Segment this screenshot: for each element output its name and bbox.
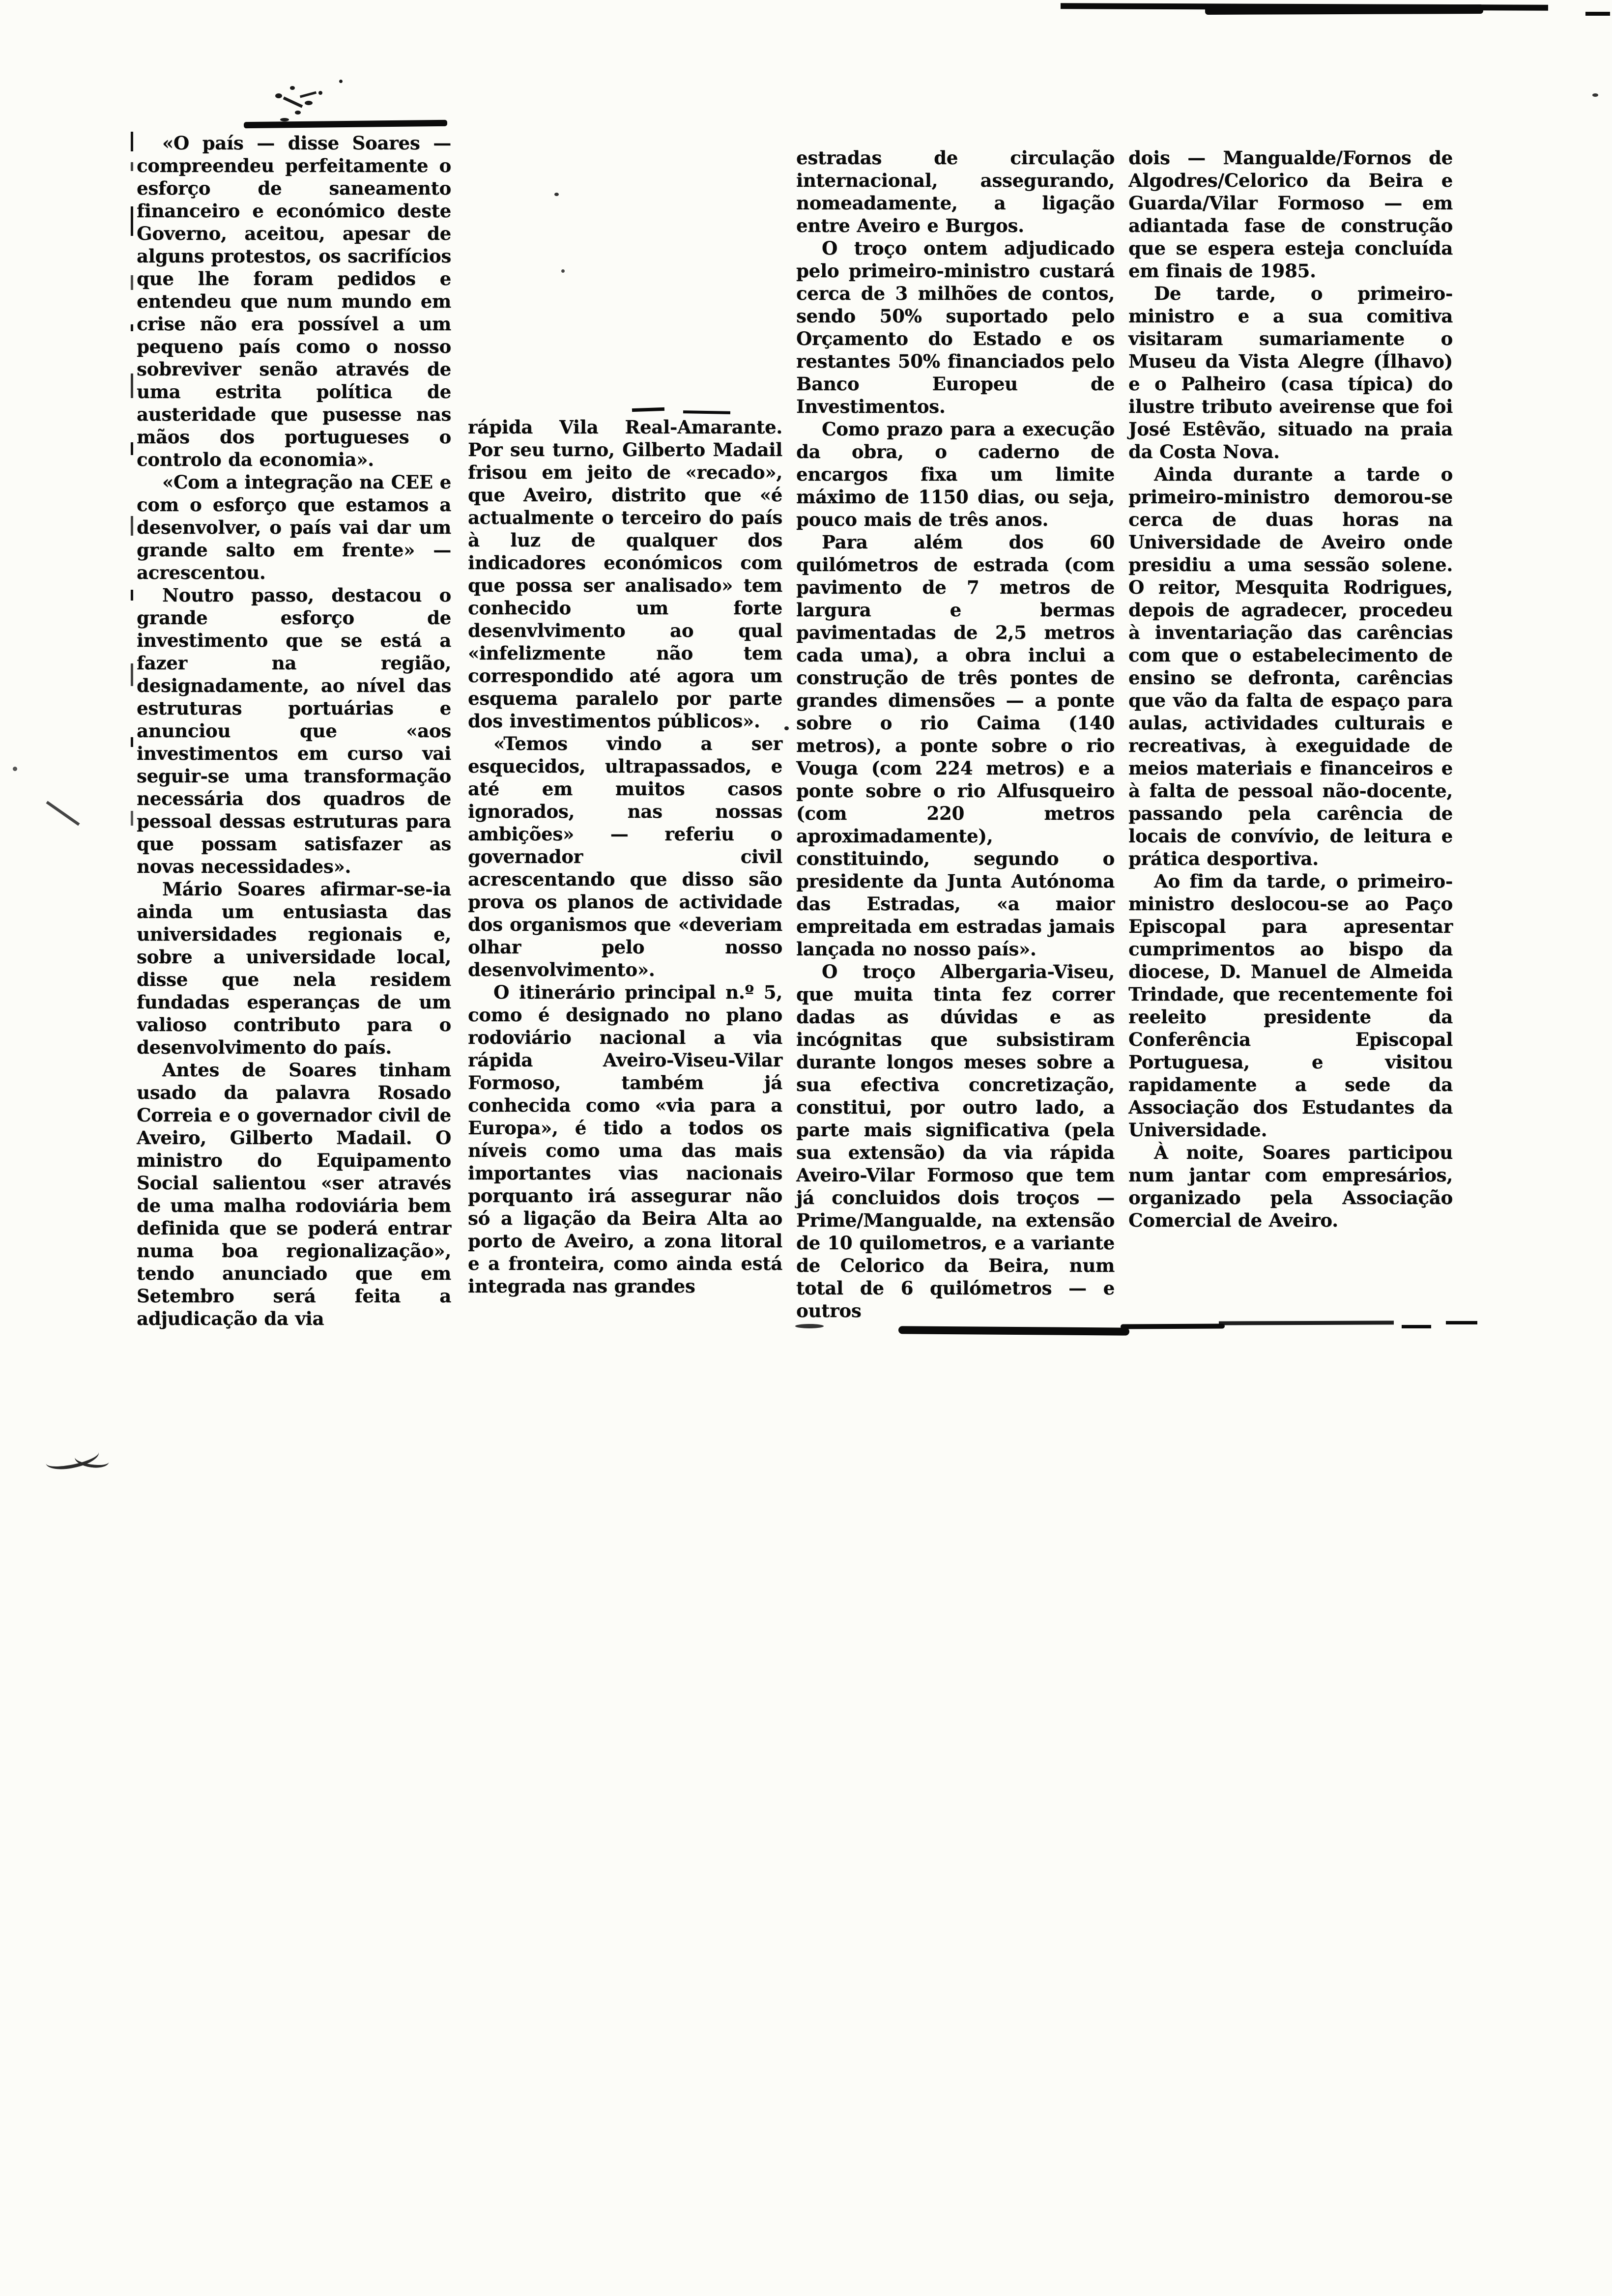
clipping-edge-tick	[131, 275, 133, 290]
article-paragraph: dois — Mangualde/Fornos de Algodres/Celorico da Beira e Guarda/Vilar Formoso — em adiantada fase de construção que se espera esteja concluída em finais de 1985.	[1128, 147, 1453, 282]
article-paragraph: Ao fim da tarde, o primeiro-ministro deslocou-se ao Paço Episcopal para apresentar cumprimentos ao bispo da diocese, D. Manuel de Almeida Trindade, que recentemente foi reeleito presidente da Conferência Episcopal Portuguesa, e visitou rapidamente a sede da Associação dos Estudantes da Universidade.	[1128, 870, 1453, 1141]
pencil-scribble	[280, 118, 289, 121]
pencil-scribble	[295, 111, 301, 115]
clipping-edge-tick	[131, 590, 133, 601]
clipping-edge-tick	[131, 206, 133, 236]
top-rule-fragment	[1585, 12, 1610, 16]
article-paragraph: Mário Soares afirmar-se-ia ainda um entusiasta das universidades regionais e, sobre a universidade local, disse que nela residem fundadas esperanças de um valioso contributo para o desenvolvimento do país.	[137, 878, 451, 1058]
article-paragraph: estradas de circulação internacional, assegurando, nomeadamente, a ligação entre Aveiro e Burgos.	[796, 147, 1115, 236]
pencil-scribble	[339, 80, 343, 83]
bottom-rule-tail	[1219, 1320, 1394, 1325]
column1-overline-smear	[244, 120, 447, 128]
ink-speck	[13, 767, 17, 771]
bottom-rule-fragment	[1402, 1325, 1431, 1328]
article-paragraph: Para além dos 60 quilómetros de estrada (com pavimento de 7 metros de largura e bermas pavimentadas de 2,5 metros cada uma), a obra inclui a construção de três pontes de grandes dimensões — a ponte sobre o rio Caima (140 metros), a ponte sobre o rio Vouga (com 224 metros) e a ponte sobre o rio Alfusqueiro (com 220 metros aproximadamente), constituindo, segundo o presidente da Junta Autónoma das Estradas, «a maior empreitada em estradas jamais lançada no nosso país».	[796, 531, 1115, 960]
article-paragraph: Noutro passo, destacou o grande esforço de investimento que se está a fazer na região, designadamente, ao nível das estruturas portuárias e anunciou que «aos investimentos em curso vai seguir-se uma transformação necessária dos quadros de pessoal dessas estruturas para que possam satisfazer as novas necessidades».	[137, 584, 451, 877]
clipping-edge-tick	[131, 132, 133, 151]
bottom-rule-squiggle	[795, 1324, 824, 1328]
bottom-rule	[898, 1326, 1129, 1335]
article-paragraph: Antes de Soares tinham usado da palavra Rosado Correia e o governador civil de Aveiro, Gilberto Madail. O ministro do Equipamento Social salientou «ser através de uma malha rodoviária bem definida que se poderá entrar numa boa regionalização», tendo anunciado que em Setembro será feita a adjudicação da via	[137, 1059, 451, 1329]
article-column-4	[1128, 146, 1453, 1232]
clipping-edge-tick	[131, 811, 133, 826]
article-column-2	[468, 416, 782, 1297]
article-paragraph: À noite, Soares participou num jantar com empresários, organizado pela Associação Comercial de Aveiro.	[1128, 1142, 1453, 1231]
pencil-scribble	[300, 91, 317, 98]
pencil-scribble	[318, 91, 322, 95]
column2-top-dash	[632, 407, 664, 412]
clipping-edge-tick	[131, 373, 133, 398]
article-paragraph: «Temos vindo a ser esquecidos, ultrapassados, e até em muitos casos ignorados, nas nossas ambições» — referiu o governador civil acrescentando que disso são prova os planos de actividade dos organismos que «deveriam olhar pelo nosso desenvolvimento».	[468, 733, 782, 980]
article-paragraph: De tarde, o primeiro-ministro e a sua comitiva visitaram sumariamente o Museu da Vista Alegre (Ílhavo) e o Palheiro (casa típica) do ilustre tributo aveirense que foi José Estêvão, situado na praia da Costa Nova.	[1128, 283, 1453, 462]
clipping-edge-tick	[131, 737, 133, 747]
pencil-squiggle	[74, 1449, 110, 1469]
article-paragraph: O itinerário principal n.º 5, como é designado no plano rodoviário nacional a via rápida Aveiro-Viseu-Vilar Formoso, também já conhecida como «via para a Europa», é tido a todos os níveis como uma das mais importantes vias nacionais porquanto irá assegurar não só a ligação da Beira Alta ao porto de Aveiro, a zona litoral e a fronteira, como ainda está integrada nas grandes	[468, 981, 782, 1297]
article-paragraph: «O país — disse Soares — compreendeu perfeitamente o esforço de saneamento financeiro e económico deste Governo, aceitou, apesar de alguns protestos, os sacrifícios que lhe foram pedidos e entendeu que num mundo em crise não era possível a um pequeno país como o nosso sobreviver senão através de uma estrita política de austeridade que pusesse nas mãos dos portugueses o controlo da economia».	[137, 132, 451, 470]
article-paragraph: Ainda durante a tarde o primeiro-ministro demorou-se cerca de duas horas na Universidade de Aveiro onde presidiu a uma sessão solene. O reitor, Mesquita Rodrigues, depois de agradecer, procedeu à inventariação das carências com que o estabelecimento de ensino se defronta, carências que vão da falta de espaço para aulas, actividades culturais e recreativas, à exeguidade de meios materiais e financeiros e à falta de pessoal não-docente, passando pela carência de locais de convívio, de leitura e prática desportiva.	[1128, 463, 1453, 869]
bottom-rule-fragment	[1446, 1321, 1477, 1324]
article-column-1	[137, 132, 451, 1330]
clipping-edge-tick	[131, 162, 133, 171]
pencil-scribble	[275, 93, 282, 98]
article-paragraph: rápida Vila Real-Amarante. Por seu turno, Gilberto Madail frisou em jeito de «recado», que Aveiro, distrito que «é actualmente o terceiro do país à luz de qualquer dos indicadores económicos com que possa ser analisado» tem conhecido um forte desenvlvimento ao qual «infelizmente não tem correspondido até agora um esquema paralelo por parte dos investimentos públicos».	[468, 416, 782, 732]
pencil-mark	[46, 801, 80, 826]
pencil-scribble	[305, 101, 313, 105]
ink-speck	[1592, 93, 1598, 97]
column2-top-dash	[683, 410, 730, 414]
article-paragraph: Como prazo para a execução da obra, o caderno de encargos fixa um limite máximo de 1150 dias, ou seja, pouco mais de três anos.	[796, 418, 1115, 530]
pencil-scribble	[290, 86, 295, 90]
top-rule-thick-segment	[1205, 4, 1483, 15]
clipping-edge-tick	[131, 516, 133, 536]
ink-speck	[554, 193, 559, 196]
bottom-rule-segment	[1121, 1323, 1225, 1329]
clipping-edge-tick	[131, 442, 133, 455]
clipping-edge-tick	[131, 324, 133, 331]
pencil-scribble	[283, 96, 303, 108]
article-paragraph: «Com a integração na CEE e com o esforço que estamos a desenvolver, o país vai dar um grande salto em frente» — acrescentou.	[137, 471, 451, 583]
article-column-3	[796, 146, 1115, 1322]
ink-speck	[784, 726, 789, 730]
article-paragraph: O troço Albergaria-Viseu, que muita tinta fez correr dadas as dúvidas e as incógnitas que subsistiram durante longos meses sobre a sua efectiva concretização, constitui, por outro lado, a parte mais significativa (pela sua extensão) da via rápida Aveiro-Vilar Formoso que tem já concluidos dois troços — Prime/Mangualde, na extensão de 10 quilometros, e a variante de Celorico da Beira, num total de 6 quilómetros — e outros	[796, 961, 1115, 1321]
clipping-edge-tick	[131, 663, 133, 686]
ink-speck	[561, 269, 565, 273]
article-paragraph: O troço ontem adjudicado pelo primeiro-ministro custará cerca de 3 milhões de contos, sendo 50% suportado pelo Orçamento do Estado e os restantes 50% financiados pelo Banco Europeu de Investimentos.	[796, 237, 1115, 417]
